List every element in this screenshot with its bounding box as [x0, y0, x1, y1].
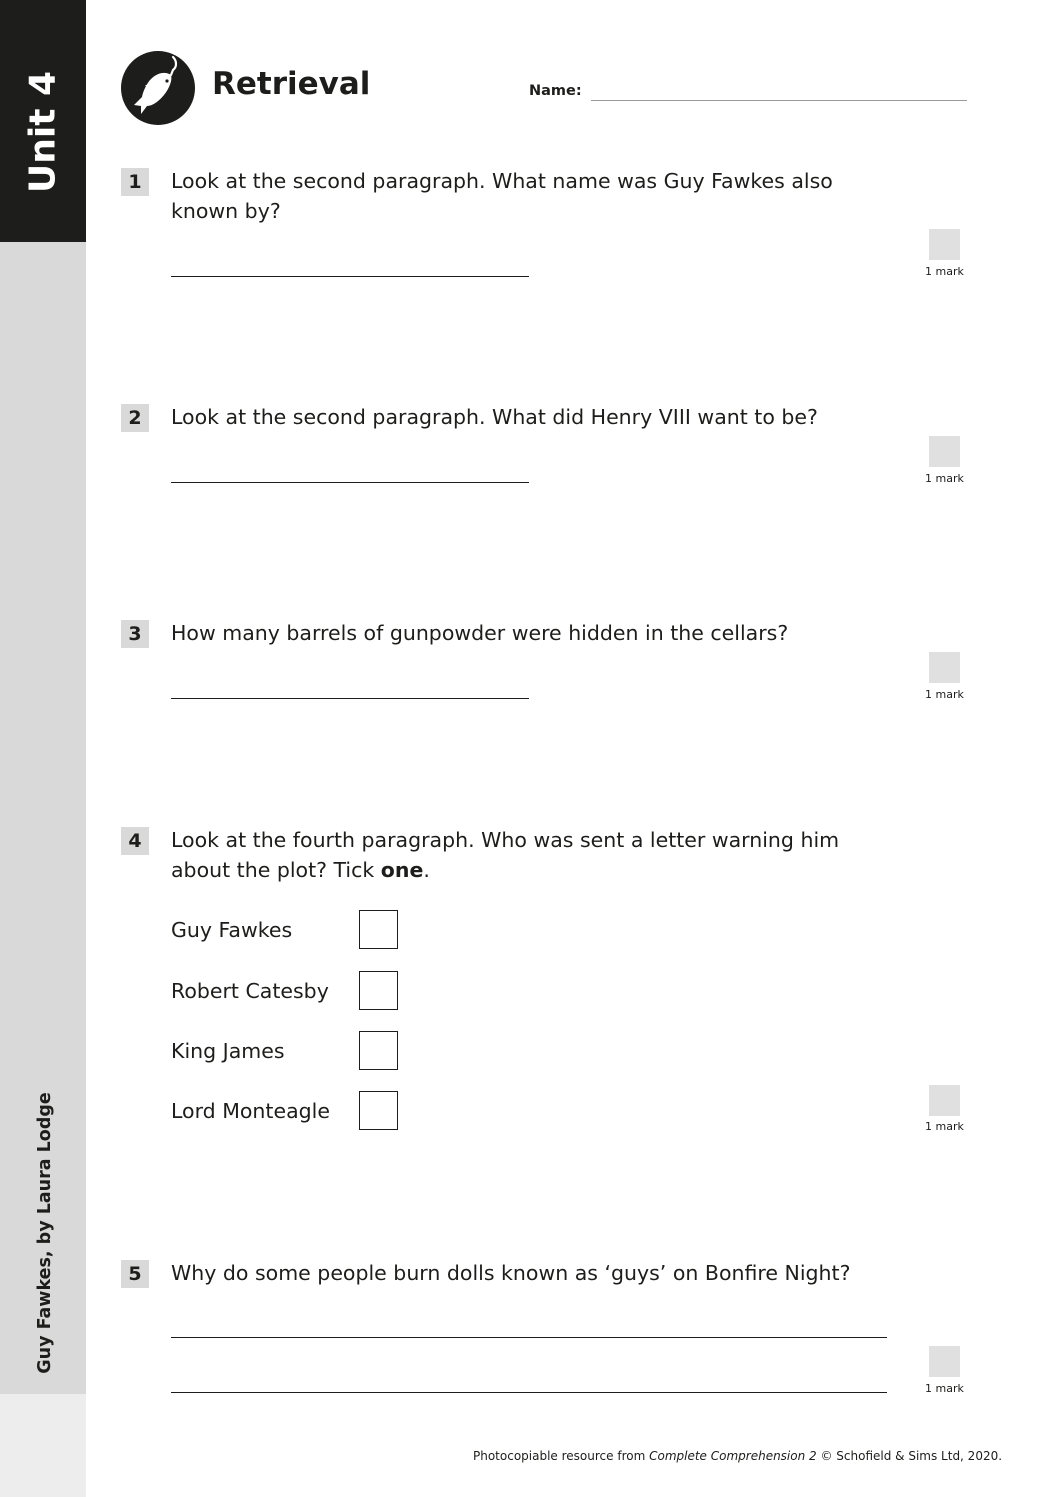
question-text-3: How many barrels of gunpowder were hidden in the cellars?	[171, 621, 789, 645]
mark-box-3	[929, 652, 960, 683]
story-title-label: Guy Fawkes, by Laura Lodge	[35, 1092, 55, 1374]
footer-prefix: Photocopiable resource from	[473, 1449, 650, 1463]
tick-box-option-1[interactable]	[359, 910, 398, 949]
mark-label-1: 1 mark	[925, 265, 964, 278]
unit-tab	[0, 0, 86, 242]
question-text-4-end: .	[423, 858, 430, 882]
section-title: Retrieval	[212, 66, 371, 102]
tick-box-option-4[interactable]	[359, 1091, 398, 1130]
question-number-5: 5	[121, 1260, 149, 1288]
name-label: Name:	[529, 83, 582, 99]
mark-box-4	[929, 1085, 960, 1116]
question-text-5: Why do some people burn dolls known as ‘guys’ on Bonfire Night?	[171, 1261, 851, 1285]
question-number-3: 3	[121, 620, 149, 648]
answer-line-5b[interactable]	[171, 1392, 887, 1393]
question-text-4-main: Look at the fourth paragraph. Who was sent a letter warning him about the plot? Tick	[171, 828, 840, 882]
question-text-4	[171, 825, 891, 885]
answer-line-5a[interactable]	[171, 1337, 887, 1338]
option-label-1: Guy Fawkes	[171, 918, 293, 942]
question-number-2: 2	[121, 404, 149, 432]
fish-on-hook-icon	[121, 51, 195, 125]
answer-line-3[interactable]	[171, 698, 529, 699]
answer-line-1[interactable]	[171, 276, 529, 277]
question-text-1: Look at the second paragraph. What name was Guy Fawkes also known by?	[171, 169, 833, 223]
option-label-2: Robert Catesby	[171, 979, 329, 1003]
mark-label-2: 1 mark	[925, 472, 964, 485]
footer-book-title: Complete Comprehension 2	[649, 1449, 817, 1463]
unit-label: Unit 4	[22, 71, 64, 193]
mark-label-3: 1 mark	[925, 688, 964, 701]
mark-box-1	[929, 229, 960, 260]
question-number-4: 4	[121, 827, 149, 855]
question-text-2: Look at the second paragraph. What did Henry VIII want to be?	[171, 405, 818, 429]
footer-suffix: © Schofield & Sims Ltd, 2020.	[816, 1449, 1003, 1463]
mark-label-5: 1 mark	[925, 1382, 964, 1395]
question-text-4-emphasis: one	[380, 858, 424, 882]
name-input-line[interactable]	[591, 100, 967, 101]
option-label-3: King James	[171, 1039, 285, 1063]
option-label-4: Lord Monteagle	[171, 1099, 330, 1123]
tick-box-option-3[interactable]	[359, 1031, 398, 1070]
tick-box-option-2[interactable]	[359, 971, 398, 1010]
mark-box-5	[929, 1346, 960, 1377]
answer-line-2[interactable]	[171, 482, 529, 483]
copyright-footer	[473, 1449, 1002, 1463]
mark-box-2	[929, 436, 960, 467]
mark-label-4: 1 mark	[925, 1120, 964, 1133]
question-number-1: 1	[121, 168, 149, 196]
